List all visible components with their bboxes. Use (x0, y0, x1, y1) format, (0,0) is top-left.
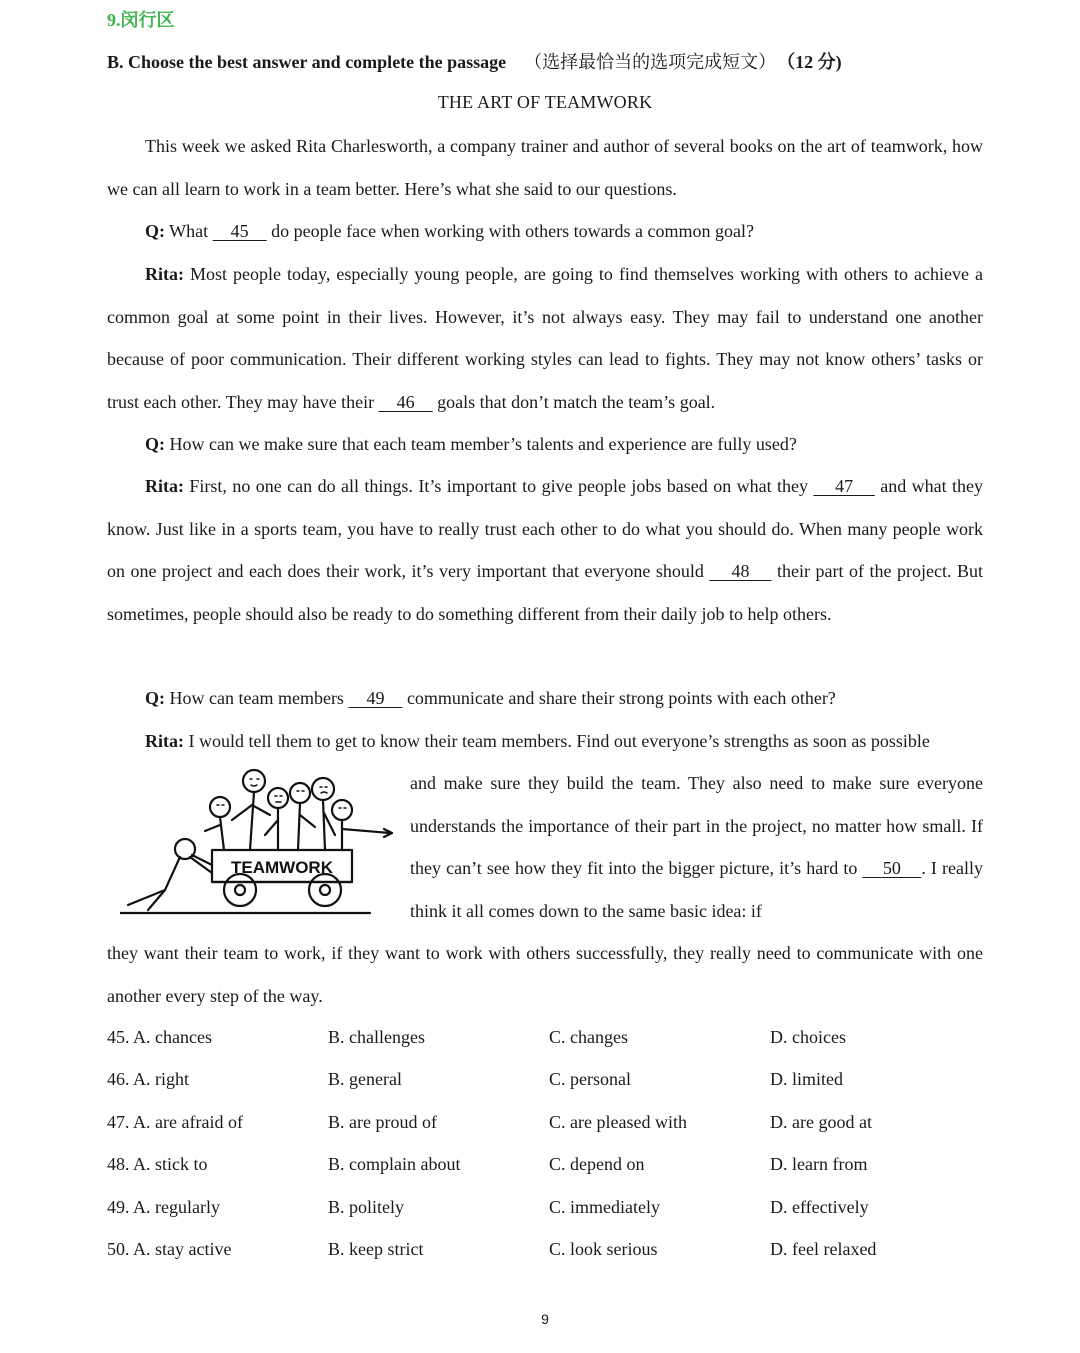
blank-48: 48 (709, 561, 772, 581)
option-c: C. changes (549, 1027, 628, 1047)
illustration-label: TEAMWORK (231, 858, 333, 877)
option-row-46 (107, 1069, 1007, 1099)
option-b: B. complain about (328, 1154, 461, 1174)
q-lead: Q: (145, 221, 165, 241)
option-a: 50. A. stay active (107, 1239, 232, 1259)
option-row-47 (107, 1112, 1007, 1142)
option-row-48 (107, 1154, 1007, 1184)
teamwork-illustration (120, 765, 400, 920)
option-b: B. keep strict (328, 1239, 424, 1259)
answer-text: and what they know. Just like in a sports team, you have to really trust each other to do what you should do. When many people work on one project and each does their work, it’s very important that everyone should (107, 476, 984, 581)
answer-text: First, no one can do all things. It’s important to give people jobs based on what they (184, 476, 814, 496)
answer-text: and make sure they build the team. They also need to make sure everyone understands the importance of their part in the project, no matter how small. If they can’t see how they fit into the bigger picture, it’s hard to (410, 773, 983, 878)
option-d: D. effectively (770, 1197, 869, 1217)
q-text: do people face when working with others towards a common goal? (266, 221, 755, 241)
blank-49: 49 (348, 688, 403, 708)
option-d: D. feel relaxed (770, 1239, 877, 1259)
blank-46: 46 (378, 391, 433, 412)
q-text: How can team members (165, 688, 349, 708)
option-c: C. immediately (549, 1197, 660, 1217)
passage-title: THE ART OF TEAMWORK (437, 92, 653, 112)
section-title-en: B. Choose the best answer and complete the passage (107, 52, 507, 72)
question-49 (107, 677, 983, 720)
option-row-50 (107, 1239, 1007, 1269)
paragraph-intro: This week we asked Rita Charlesworth, a company trainer and author of several books on the art of teamwork, how we can all learn to work in a team better. Here’s what she said to our questions. (107, 136, 983, 199)
q-text: What (165, 221, 213, 241)
answer-paragraph-3-start (107, 720, 983, 763)
option-d: D. limited (770, 1069, 843, 1089)
option-d: D. choices (770, 1027, 846, 1047)
answer-paragraph-3-end: they want their team to work, if they want to work with others successfully, they really need to communicate with one another every step of the way. (107, 943, 983, 1006)
section-title (107, 48, 842, 74)
q-text: How can we make sure that each team member’s talents and experience are fully used? (165, 434, 797, 454)
option-a: 46. A. right (107, 1069, 190, 1089)
blank-50: 50 (862, 858, 922, 878)
answer-text: Most people today, especially young people, are going to find themselves working with others to achieve a common goal at some point in their lives. However, it’s not always easy. They may fail to understand one another because of poor communication. Their different working styles can lead to fights. They may not know others’ tasks or trust each other. They may have their (107, 264, 983, 412)
option-b: B. challenges (328, 1027, 425, 1047)
answer-paragraph-1 (107, 253, 983, 423)
wagon-wheel (309, 874, 341, 906)
option-b: B. general (328, 1069, 402, 1089)
option-b: B. politely (328, 1197, 404, 1217)
answer-text: . I really think it all comes down to the same basic idea: if (410, 858, 983, 921)
rita-lead: Rita: (145, 476, 184, 496)
wagon-wheel (224, 874, 256, 906)
option-a: 48. A. stick to (107, 1154, 208, 1174)
section-score: （12 分) (786, 52, 842, 72)
section-title-cn: （选择最恰当的选项完成短文） (524, 52, 777, 72)
rita-lead: Rita: (145, 731, 184, 751)
answer-paragraph-2 (107, 465, 983, 635)
question-2 (107, 423, 983, 466)
q-lead: Q: (145, 688, 165, 708)
option-c: C. depend on (549, 1154, 645, 1174)
option-c: C. look serious (549, 1239, 658, 1259)
rita-lead: Rita: (145, 264, 184, 284)
option-a: 45. A. chances (107, 1027, 212, 1047)
answer-paragraph-3-wrap (410, 762, 983, 932)
answer-text: their part of the project. But sometimes, people should also be ready to do something different from their daily job to help others. (107, 561, 983, 624)
option-d: D. are good at (770, 1112, 872, 1132)
blank-45: 45 (212, 221, 267, 241)
option-b: B. are proud of (328, 1112, 437, 1132)
option-a: 49. A. regularly (107, 1197, 220, 1217)
q-lead: Q: (145, 434, 165, 454)
option-row-45 (107, 1027, 1007, 1057)
option-c: C. are pleased with (549, 1112, 687, 1132)
blank-47: 47 (813, 476, 875, 496)
option-a: 47. A. are afraid of (107, 1112, 243, 1132)
option-c: C. personal (549, 1069, 631, 1089)
question-45 (107, 210, 983, 253)
option-d: D. learn from (770, 1154, 868, 1174)
option-row-49 (107, 1197, 1007, 1227)
district-label: 9.闵行区 (107, 10, 175, 30)
page-number: 9 (541, 1311, 549, 1327)
answer-text: I would tell them to get to know their team members. Find out everyone’s strengths as soon as possible (184, 731, 930, 751)
q-text: communicate and share their strong points with each other? (402, 688, 836, 708)
answer-text: goals that don’t match the team’s goal. (432, 391, 716, 412)
